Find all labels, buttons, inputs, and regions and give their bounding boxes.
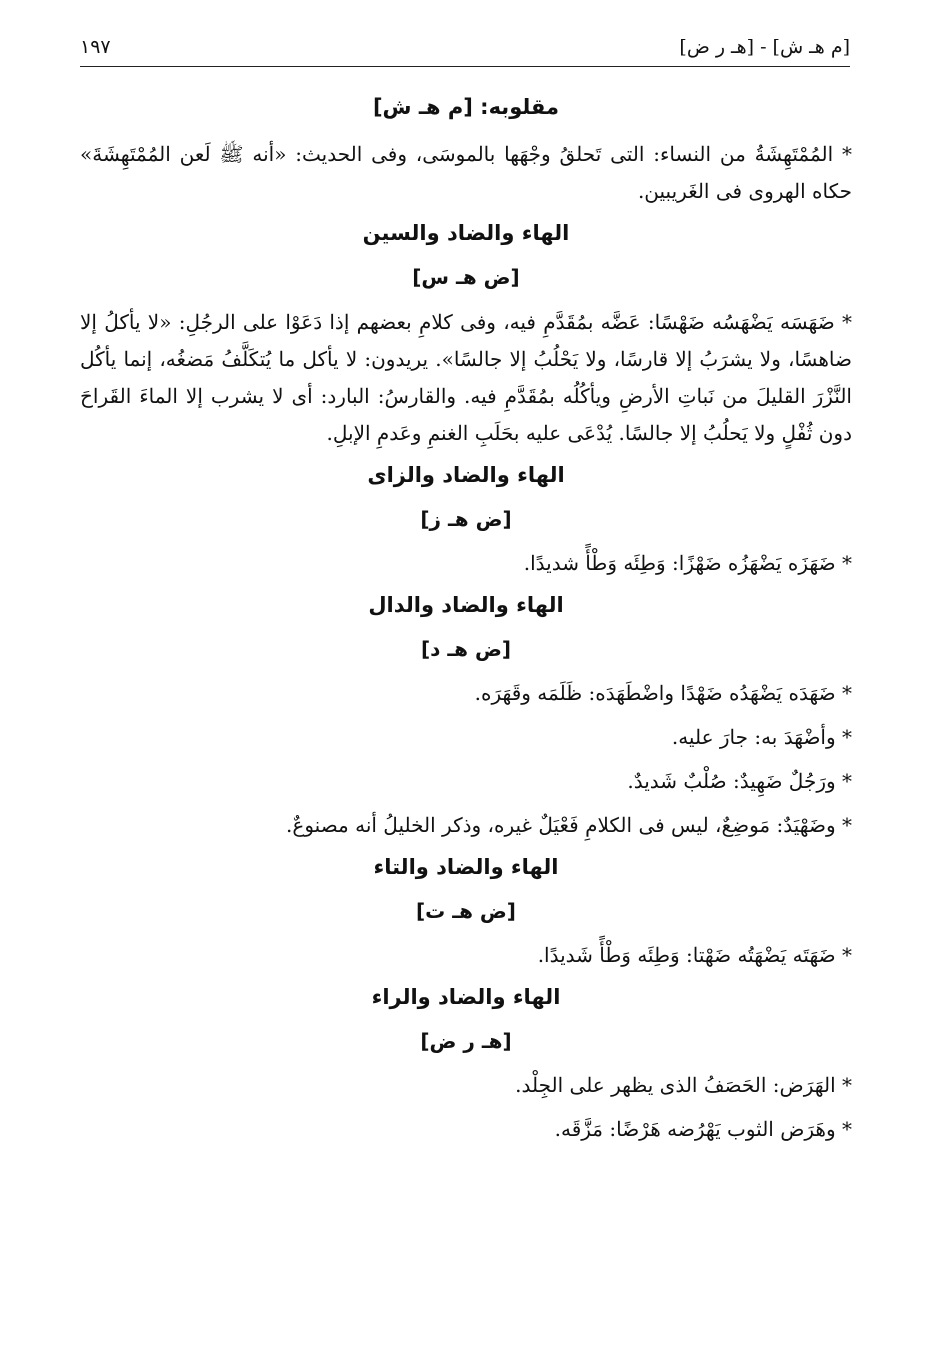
entry-line: * ضَهَتَه يَضْهَتُه ضَهْتا: وَطِئَه وَطْأً شَديدًا.	[537, 943, 852, 967]
section-heading: مقلوبه: [م هـ ش]	[372, 95, 560, 119]
root-label: [ض هـ س]	[412, 265, 520, 289]
section-heading: الهاء والضاد والدال	[368, 593, 564, 617]
entry-line: * وهَرَض الثوب يَهْرُضه هَرْضًا: مَزَّقَه.	[554, 1117, 852, 1141]
page-number: ١٩٧	[80, 36, 111, 58]
page-content	[80, 90, 852, 1156]
section-heading: الهاء والضاد والزاى	[367, 463, 565, 487]
entry-line: * ورَجُلٌ ضَهِيدٌ: صُلْبٌ شَديدٌ.	[627, 769, 852, 793]
entry-paragraph: * ضَهَسَه يَضْهَسُه ضَهْسًا: عَضَّه بمُقَدَّمِ فيه، وفى كلامِ بعضهم إذا دَعَوْا على الرجُلِ: «لا يأكلُ إلا ضاهسًا، ولا يشرَبُ إلا قارسًا، ولا يَحْلُبُ إلا جالسًا». يريدون: لا يأكل ما يُتكَلَّفُ مَضغُه، إنما يأكُل النَّزْرَ القليلَ من نَباتِ الأرضِ ويأكُلُه بمُقَدَّمِ فيه. والقارسُ: البارد: أى لا يشرب إلا الماءَ القَراحَ دون ثُفْلٍ ولا يَحلُبُ إلا جالسًا. يُدْعَى عليه بحَلَبِ الغنمِ وعَدمِ الإبلِ.	[80, 310, 852, 445]
section-heading: الهاء والضاد والسين	[362, 221, 570, 245]
section-heading: الهاء والضاد والراء	[371, 985, 561, 1009]
root-label: [ض هـ د]	[420, 637, 512, 661]
entry-line: * وأضْهَدَ به: جارَ عليه.	[671, 725, 852, 749]
running-head	[80, 32, 850, 67]
section-heading: الهاء والضاد والتاء	[373, 855, 559, 879]
entry-line: * ضَهَدَه يَضْهَدُه ضَهْدًا واضْطَهَدَه: ظَلَمَه وقَهَرَه.	[474, 681, 852, 705]
entry-line: * ضَهَزَه يَضْهَزُه ضَهْزًا: وَطِئَه وَطْأً شديدًا.	[523, 551, 852, 575]
root-label: [هـ ر ض]	[420, 1029, 512, 1053]
entry-paragraph: * المُمْتَهِشَةُ من النساء: التى تَحلقُ وجْهَها بالموسَى، وفى الحديث: «أنه ﷺ لَعن المُمْتَهِشَةَ» حكاه الهروى فى الغَريبين.	[80, 142, 852, 203]
root-label: [ض هـ ت]	[416, 899, 516, 923]
entry-line: * الهَرَض: الحَصَفُ الذى يظهر على الجِلْد.	[515, 1073, 852, 1097]
root-label: [ض هـ ز]	[420, 507, 512, 531]
entry-line: * وضَهْيَدٌ: مَوضِعٌ، ليس فى الكلامِ فَعْيَلٌ غيره، وذكر الخليلُ أنه مصنوعٌ.	[286, 813, 852, 837]
running-head-title: [م هـ ش] - [هـ ر ض]	[679, 36, 850, 58]
